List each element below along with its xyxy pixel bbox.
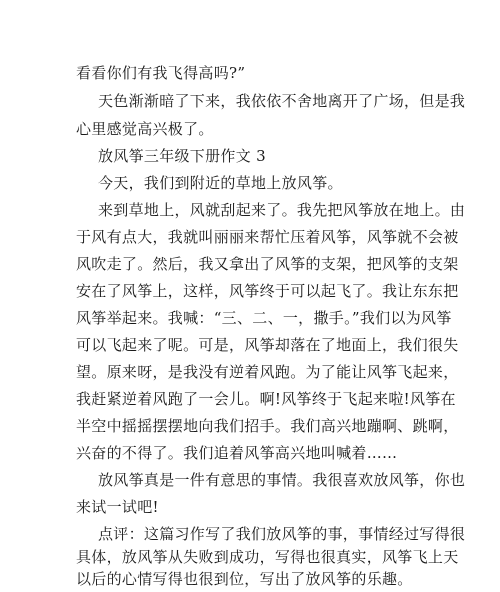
paragraph-line: 心里感觉高兴极了。 xyxy=(76,120,214,138)
comment-line: 以后的心情写得也很到位，写出了放风筝的乐趣。 xyxy=(76,570,413,588)
paragraph-line: 今天，我们到附近的草地上放风筝。 xyxy=(98,174,343,192)
comment-line: 点评：这篇习作写了我们放风筝的事，事情经过写得很 xyxy=(98,525,466,543)
paragraph-line: 看看你们有我飞得高吗?” xyxy=(76,64,246,82)
paragraph-line: 风筝举起来。我喊：“三、二、一，撒手。”我们以为风筝 xyxy=(76,309,452,327)
paragraph-line: 天色渐渐暗了下来，我依依不舍地离开了广场，但是我 xyxy=(98,92,466,110)
paragraph-line: 安在了风筝上，这样，风筝终于可以起飞了。我让东东把 xyxy=(76,282,459,300)
paragraph-line: 来到草地上，风就刮起来了。我先把风筝放在地上。由 xyxy=(98,201,466,219)
paragraph-line: 放风筝真是一件有意思的事情。我很喜欢放风筝，你也 xyxy=(98,471,466,489)
section-heading: 放风筝三年级下册作文 3 xyxy=(98,147,266,165)
paragraph-line: 兴奋的不得了。我们追着风筝高兴地叫喊着…… xyxy=(76,444,398,462)
paragraph-line: 风吹走了。然后，我又拿出了风筝的支架，把风筝的支架 xyxy=(76,255,459,273)
paragraph-line: 于风有点大，我就叫丽丽来帮忙压着风筝，风筝就不会被 xyxy=(76,228,459,246)
paragraph-line: 我赶紧逆着风跑了一会儿。啊!风筝终于飞起来啦!风筝在 xyxy=(76,390,456,408)
paragraph-line: 来试一试吧! xyxy=(76,498,159,516)
paragraph-line: 可以飞起来了呢。可是，风筝却落在了地面上，我们很失 xyxy=(76,336,459,354)
paragraph-line: 半空中摇摇摆摆地向我们招手。我们高兴地蹦啊、跳啊， xyxy=(76,417,459,435)
paragraph-line: 望。原来呀，是我没有逆着风跑。为了能让风筝飞起来， xyxy=(76,363,459,381)
comment-line: 具体，放风筝从失败到成功，写得也很真实，风筝飞上天 xyxy=(76,548,459,566)
